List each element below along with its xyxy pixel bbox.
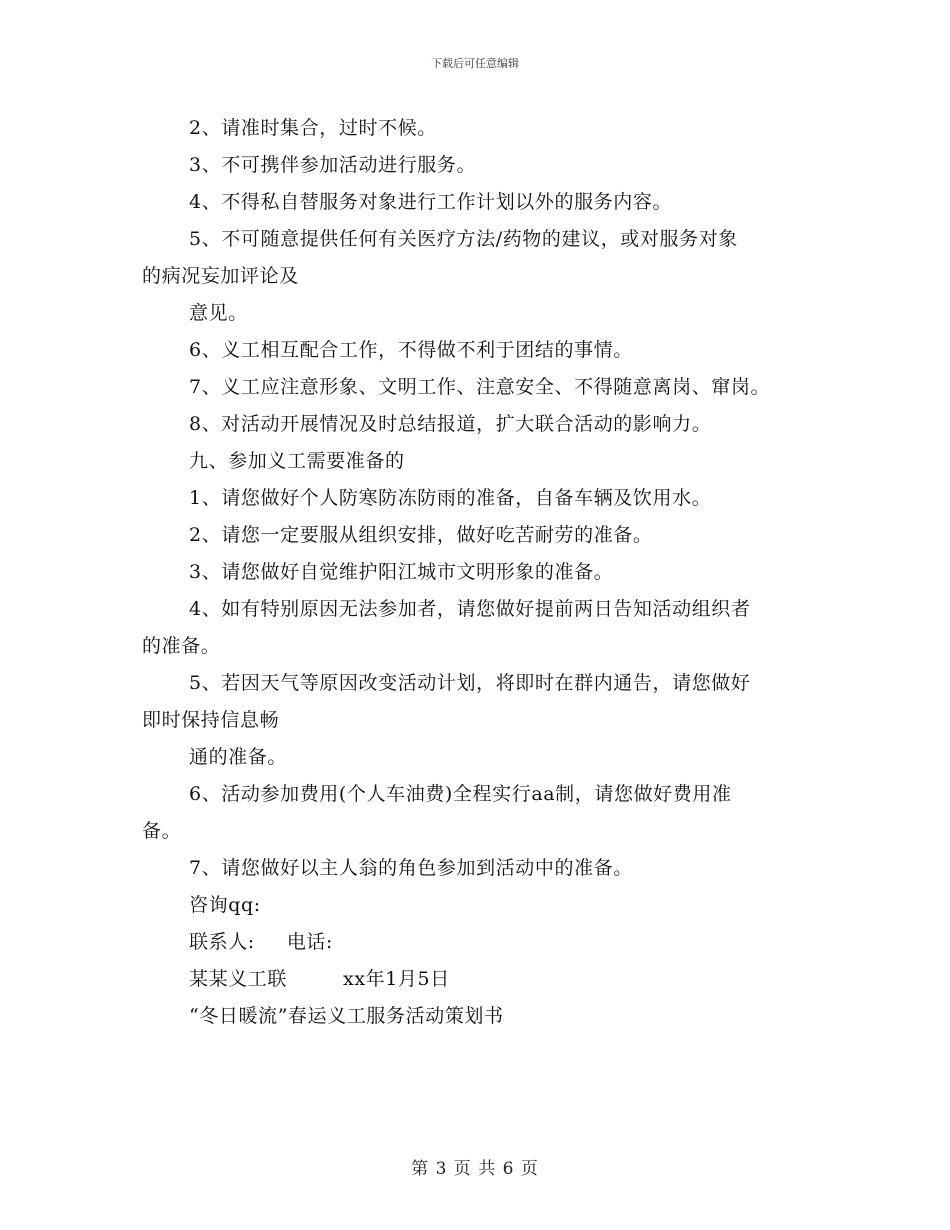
- next-document-title: “冬日暖流”春运义工服务活动策划书: [189, 1005, 504, 1027]
- paragraph-line: 7、义工应注意形象、文明工作、注意安全、不得随意离岗、窜岗。: [189, 376, 771, 398]
- paragraph-line: 的准备。: [142, 635, 221, 657]
- paragraph-line: 5、若因天气等原因改变活动计划，将即时在群内通告，请您做好: [189, 672, 751, 694]
- organization-name: 某某义工联: [189, 968, 288, 990]
- signature-line: [142, 961, 814, 998]
- paragraph-line: 8、对活动开展情况及时总结报道，扩大联合活动的影响力。: [189, 413, 712, 435]
- paragraph-line: 通的准备。: [189, 746, 288, 768]
- paragraph-line: 2、请您一定要服从组织安排，做好吃苦耐劳的准备。: [189, 524, 653, 546]
- paragraph-line: 6、义工相互配合工作，不得做不利于团结的事情。: [189, 339, 633, 361]
- page-number-footer: 第 3 页 共 6 页: [411, 1159, 539, 1179]
- paragraph-line: 3、不可携伴参加活动进行服务。: [189, 154, 477, 176]
- paragraph-line: 的病况妄加评论及: [142, 265, 299, 287]
- section-heading: 九、参加义工需要准备的: [189, 450, 405, 472]
- paragraph-line: 4、不得私自替服务对象进行工作计划以外的服务内容。: [189, 191, 673, 213]
- document-body: [142, 110, 814, 1035]
- paragraph-line: 3、请您做好自觉维护阳江城市文明形象的准备。: [189, 561, 614, 583]
- paragraph-line: 即时保持信息畅: [142, 709, 280, 731]
- paragraph-line: 1、请您做好个人防寒防冻防雨的准备，自备车辆及饮用水。: [189, 487, 712, 509]
- paragraph-line: 备。: [142, 820, 182, 842]
- paragraph-line: 7、请您做好以主人翁的角色参加到活动中的准备。: [189, 857, 633, 879]
- paragraph-line: 4、如有特别原因无法参加者，请您做好提前两日告知活动组织者: [189, 598, 751, 620]
- consult-qq-line: 咨询qq:: [189, 894, 261, 916]
- paragraph-line: 2、请准时集合，过时不候。: [189, 117, 437, 139]
- paragraph-line: 意见。: [189, 302, 248, 324]
- contact-line: [142, 924, 814, 961]
- phone-label: 电话:: [286, 931, 334, 953]
- paragraph-line: 5、不可随意提供任何有关医疗方法/药物的建议，或对服务对象: [189, 228, 738, 250]
- paragraph-line: 6、活动参加费用(个人车油费)全程实行aa制，请您做好费用准: [189, 783, 732, 805]
- contact-label: 联系人:: [189, 931, 255, 953]
- document-date: xx年1月5日: [343, 968, 450, 990]
- page-header-note: 下载后可任意编辑: [431, 57, 519, 70]
